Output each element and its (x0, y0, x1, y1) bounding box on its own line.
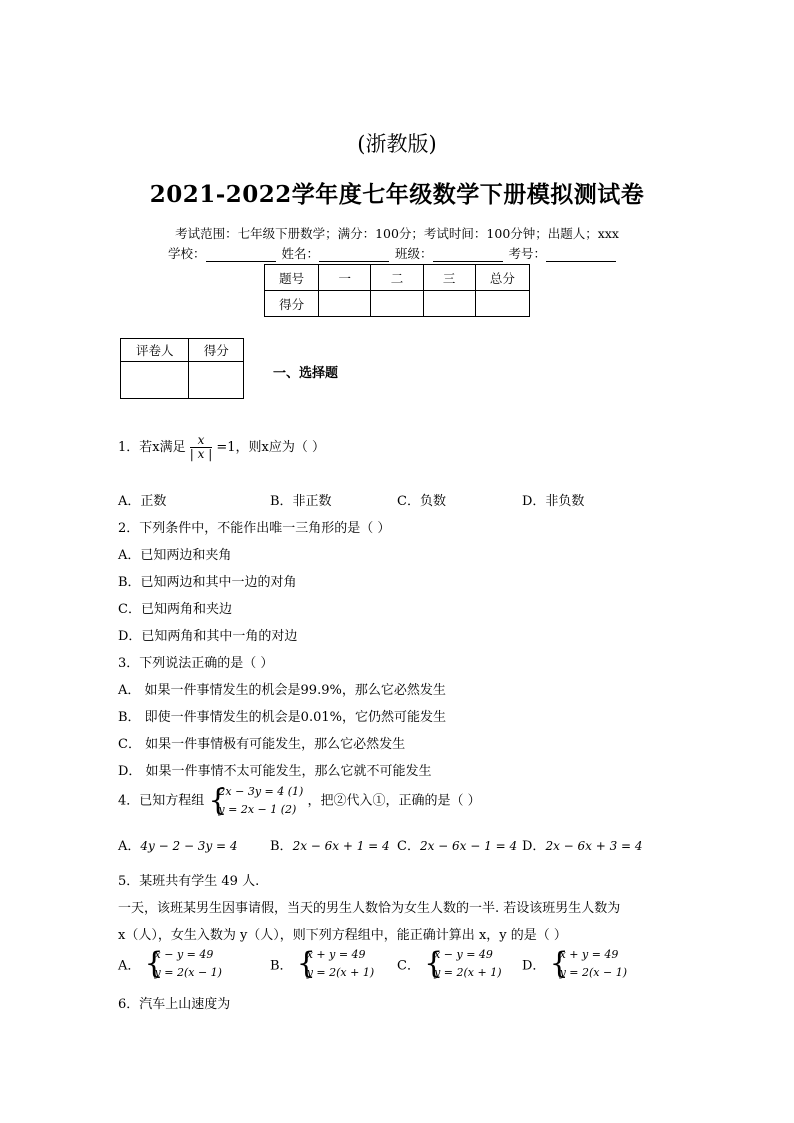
q4-option-b[interactable] (270, 835, 390, 854)
option-label: D． (522, 839, 546, 854)
q2-option-b[interactable]: B．已知两边和其中一边的对角 (118, 575, 297, 590)
score-header: 二 (371, 265, 423, 291)
brace-icon: { (208, 783, 228, 818)
option-label: A． (118, 958, 141, 974)
option-expr: 4y − 2 − 3y = 4 (140, 839, 238, 853)
option-label: B． (270, 958, 293, 974)
grader-cell[interactable] (121, 362, 189, 399)
q1-option-b[interactable]: B．非正数 (270, 494, 332, 509)
q3-option-a[interactable]: A． 如果一件事情发生的机会是99.9%，那么它必然发生 (118, 683, 446, 698)
q1-option-d[interactable]: D．非负数 (522, 494, 585, 509)
system-eq2: y = 2(x − 1) (154, 966, 222, 979)
q4-post: ，把②代入①，正确的是（ ） (307, 793, 481, 809)
section-heading: 一、选择题 (273, 366, 339, 381)
q2-option-d[interactable]: D．已知两角和其中一角的对边 (118, 629, 298, 644)
option-label: C． (397, 958, 420, 974)
q1-numerator: x (190, 434, 212, 448)
q4-eq2: y = 2x − 1 (2) (218, 803, 297, 816)
class-blank[interactable] (433, 249, 503, 262)
q2-option-c[interactable]: C．已知两角和夹边 (118, 602, 232, 617)
system-eq1: x + y = 49 (559, 948, 619, 961)
option-expr: 2x − 6x + 3 = 4 (545, 839, 643, 853)
option-expr: 2x − 6x − 1 = 4 (419, 839, 518, 853)
option-label: C． (397, 839, 420, 854)
q5-option-c[interactable] (397, 946, 502, 982)
q1-post: =1，则x应为（ ） (216, 440, 326, 455)
q4-option-c[interactable] (397, 835, 517, 854)
score-header: 三 (423, 265, 475, 291)
grader-header: 得分 (189, 339, 244, 362)
class-label: 班级： (395, 246, 433, 261)
q3-option-c[interactable]: C． 如果一件事情极有可能发生，那么它必然发生 (118, 737, 406, 752)
question-6: 6．汽车上山速度为 (118, 997, 231, 1012)
school-blank[interactable] (206, 249, 276, 262)
option-label: D． (522, 958, 546, 974)
system-eq2: y = 2(x − 1) (559, 966, 627, 979)
score-table (264, 264, 530, 317)
name-label: 姓名： (281, 246, 320, 261)
name-blank[interactable] (319, 249, 389, 262)
q5-line-3: x（人），女生入数为 y（人），则下列方程组中，能正确计算出 x，y 的是（ ） (118, 928, 567, 943)
q4-eq1: 2x − 3y = 4 (1) (218, 785, 304, 798)
score-row-label: 得分 (265, 291, 319, 317)
q2-option-a[interactable]: A．已知两边和夹角 (118, 548, 232, 563)
option-label: B． (270, 839, 293, 854)
system-eq2: y = 2(x + 1) (434, 966, 502, 979)
q1-option-a[interactable]: A．正数 (118, 494, 167, 509)
q3-option-d[interactable]: D． 如果一件事情不太可能发生，那么它就不可能发生 (118, 764, 432, 779)
grader-header: 评卷人 (121, 339, 189, 362)
score-cell[interactable] (319, 291, 371, 317)
exam-info: 考试范围：七年级下册数学；满分：100分；考试时间：100分钟；出题人；xxx (175, 226, 619, 241)
option-label: A． (118, 839, 141, 854)
brace-icon: { (424, 946, 444, 981)
q4-pre: 4．已知方程组 (118, 793, 205, 809)
q1-denominator: | x | (189, 447, 213, 461)
q5-c-system (424, 946, 501, 982)
question-1 (118, 434, 325, 461)
question-2: 2．下列条件中，不能作出唯一三角形的是（ ） (118, 521, 391, 536)
q5-line-2: 一天，该班某男生因事请假，当天的男生人数恰为女生人数的一半. 若设该班男生人数为 (118, 901, 621, 916)
edition-subtitle: (浙教版) (357, 132, 437, 156)
exam-title: 2021-2022学年度七年级数学下册模拟测试卷 (149, 181, 645, 208)
student-fields (168, 244, 618, 262)
q1-option-c[interactable]: C．负数 (397, 494, 446, 509)
id-label: 考号： (508, 246, 547, 261)
id-blank[interactable] (546, 249, 616, 262)
q5-option-d[interactable] (522, 946, 627, 982)
q3-option-b[interactable]: B． 即使一件事情发生的机会是0.01%，它仍然可能发生 (118, 710, 446, 725)
q5-b-system (297, 946, 374, 982)
brace-icon: { (144, 946, 164, 981)
grader-cell[interactable] (189, 362, 244, 399)
question-3: 3．下列说法正确的是（ ） (118, 656, 274, 671)
score-cell[interactable] (475, 291, 529, 317)
q1-pre: 1．若x满足 (118, 440, 186, 455)
system-eq2: y = 2(x + 1) (306, 966, 375, 979)
q4-option-d[interactable] (522, 835, 643, 854)
q5-d-system (550, 946, 627, 982)
score-header: 总分 (475, 265, 529, 291)
question-4 (118, 783, 481, 819)
score-cell[interactable] (423, 291, 475, 317)
q4-system (208, 783, 303, 819)
score-header: 一 (319, 265, 371, 291)
system-eq1: x + y = 49 (306, 948, 366, 961)
q5-option-b[interactable] (270, 946, 374, 982)
score-cell[interactable] (371, 291, 423, 317)
q5-a-system (145, 946, 222, 982)
question-5: 5．某班共有学生 49 人. (118, 874, 260, 889)
system-eq1: x − y = 49 (154, 948, 214, 961)
q4-option-a[interactable] (118, 835, 238, 854)
q1-fraction (190, 434, 212, 461)
option-expr: 2x − 6x + 1 = 4 (292, 839, 390, 853)
grader-table (120, 338, 244, 399)
brace-icon: { (296, 946, 316, 981)
system-eq1: x − y = 49 (434, 948, 493, 961)
school-label: 学校： (168, 246, 206, 261)
q5-option-a[interactable] (118, 946, 222, 982)
brace-icon: { (549, 946, 569, 981)
score-header: 题号 (265, 265, 319, 291)
